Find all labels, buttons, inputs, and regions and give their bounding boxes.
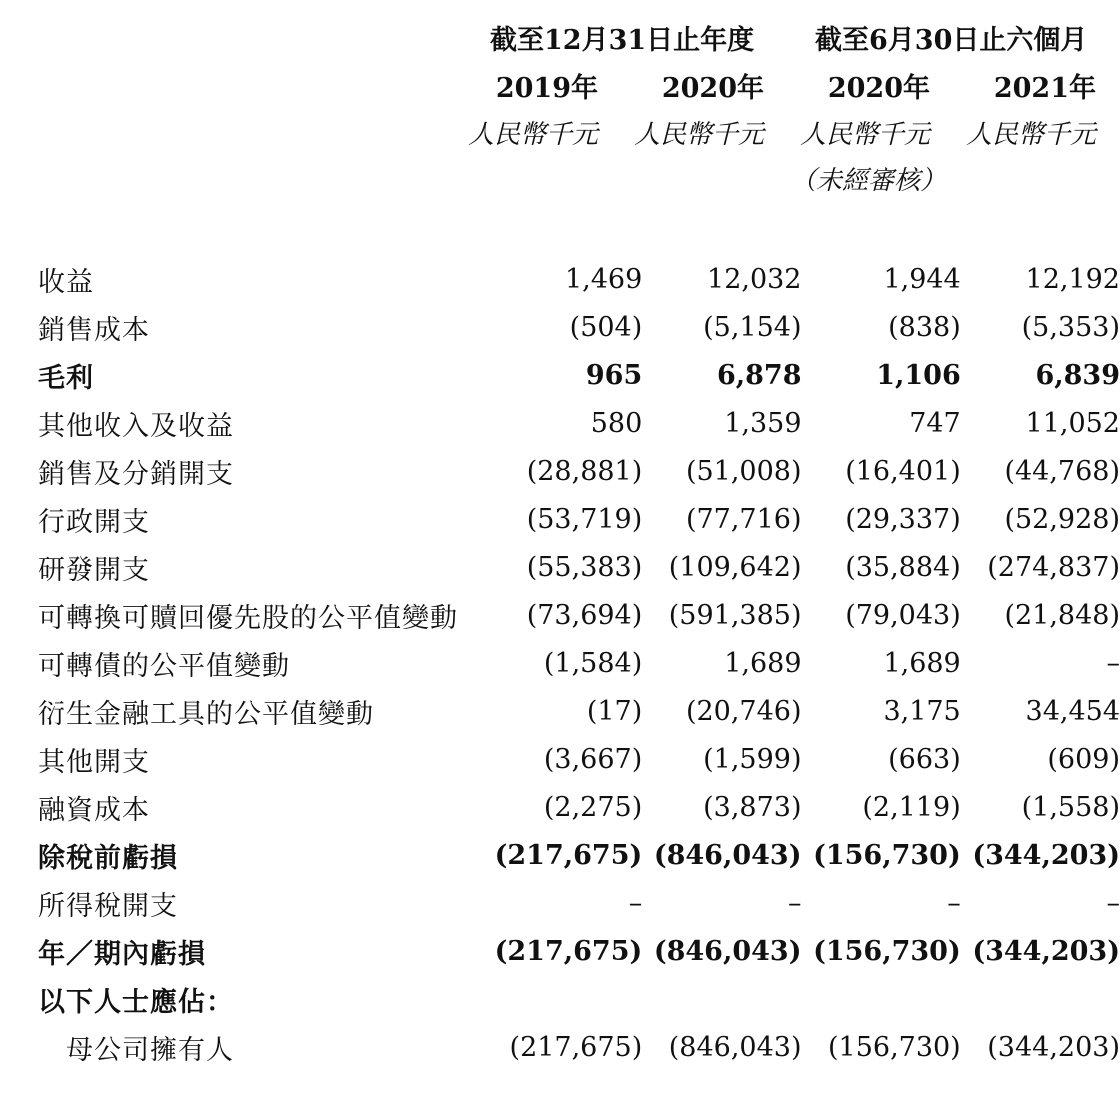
row-label: 所得稅開支: [38, 890, 178, 922]
cell-value: (504): [569, 311, 643, 343]
cell-value: (1,584): [543, 647, 643, 679]
header-year-2020-interim: 2020年: [827, 73, 930, 104]
cell-value: (77,716): [685, 503, 802, 535]
table-row: [38, 639, 1120, 687]
header-unit-col4: 人民幣千元: [965, 120, 1096, 150]
cell-value: (846,043): [653, 839, 802, 871]
cell-value: (79,043): [845, 599, 961, 631]
cell-value: 1,469: [564, 263, 643, 295]
cell-value: –: [947, 887, 961, 919]
row-label: 可轉換可贖回優先股的公平值變動: [38, 602, 458, 634]
cell-value: [495, 975, 643, 1023]
cell-value: (344,203): [987, 1031, 1120, 1063]
header-unit-col2: 人民幣千元: [633, 120, 764, 150]
header-group-annual: 截至12月31日止年度: [490, 25, 755, 56]
table-row: [38, 975, 1120, 1023]
row-label: 除稅前虧損: [38, 842, 178, 874]
cell-value: (217,675): [494, 839, 643, 871]
table-row: [38, 735, 1120, 783]
header-group-interim: 截至6月30日止六個月: [815, 25, 1088, 56]
cell-value: 1,689: [724, 647, 802, 679]
cell-value: (109,642): [668, 551, 802, 583]
header-year-2021: 2021年: [993, 73, 1096, 104]
cell-value: (73,694): [526, 599, 643, 631]
row-label: 可轉債的公平值變動: [38, 650, 290, 682]
cell-value: [642, 975, 801, 1023]
row-label: 融資成本: [38, 794, 150, 826]
cell-value: (51,008): [685, 455, 802, 487]
row-label: 銷售成本: [38, 314, 150, 346]
cell-value: (609): [1047, 743, 1120, 775]
cell-value: (5,353): [1021, 311, 1120, 343]
cell-value: (3,667): [543, 743, 643, 775]
cell-value: (16,401): [845, 455, 961, 487]
cell-value: (28,881): [526, 455, 643, 487]
cell-value: (5,154): [703, 311, 802, 343]
cell-value: 12,192: [1025, 263, 1120, 295]
table-row: [38, 591, 1120, 639]
cell-value: (21,848): [1004, 599, 1120, 631]
cell-value: (344,203): [972, 839, 1120, 871]
cell-value: (53,719): [526, 503, 643, 535]
cell-value: (1,558): [1021, 791, 1120, 823]
cell-value: (591,385): [668, 599, 802, 631]
row-label: 毛利: [38, 362, 94, 394]
cell-value: 34,454: [1025, 695, 1120, 727]
table-row: [38, 495, 1120, 543]
header-year-2020-annual: 2020年: [661, 73, 764, 104]
cell-value: (1,599): [703, 743, 802, 775]
cell-value: (838): [888, 311, 961, 343]
row-label: 行政開支: [38, 506, 150, 538]
row-label: 銷售及分銷開支: [38, 458, 234, 490]
cell-value: (35,884): [845, 551, 961, 583]
table-row: [38, 1023, 1120, 1071]
header-year-2019: 2019年: [495, 73, 598, 104]
row-label: 研發開支: [38, 554, 150, 586]
cell-value: –: [1106, 647, 1120, 679]
cell-value: 3,175: [883, 695, 961, 727]
cell-value: 1,359: [724, 407, 802, 439]
cell-value: 6,839: [1035, 359, 1120, 391]
row-label: 以下人士應佔：: [38, 986, 234, 1018]
cell-value: 6,878: [716, 359, 802, 391]
cell-value: –: [628, 887, 643, 919]
table-row: [38, 399, 1120, 447]
cell-value: (217,675): [494, 935, 643, 967]
cell-value: (44,768): [1004, 455, 1120, 487]
income-statement-table: [38, 255, 1120, 1071]
cell-value: –: [788, 887, 802, 919]
table-row: [38, 783, 1120, 831]
table-row: [38, 255, 1120, 303]
cell-value: [802, 975, 961, 1023]
cell-value: (156,730): [813, 839, 961, 871]
row-label: 衍生金融工具的公平值變動: [38, 698, 374, 730]
table-row: [38, 303, 1120, 351]
cell-value: (55,383): [526, 551, 643, 583]
header-unaudited-note: （未經審核）: [790, 166, 947, 196]
cell-value: (217,675): [509, 1031, 643, 1063]
cell-value: (20,746): [685, 695, 802, 727]
cell-value: 1,944: [883, 263, 961, 295]
cell-value: (2,119): [862, 791, 961, 823]
cell-value: (29,337): [845, 503, 961, 535]
cell-value: (663): [888, 743, 961, 775]
cell-value: (344,203): [972, 935, 1120, 967]
cell-value: (2,275): [543, 791, 643, 823]
cell-value: 1,106: [876, 359, 961, 391]
cell-value: 12,032: [707, 263, 802, 295]
row-label: 年／期內虧損: [38, 938, 206, 970]
row-label: 收益: [38, 266, 94, 298]
cell-value: (274,837): [987, 551, 1120, 583]
cell-value: 1,689: [883, 647, 961, 679]
cell-value: 11,052: [1025, 407, 1120, 439]
cell-value: 965: [585, 359, 643, 391]
cell-value: [961, 975, 1120, 1023]
row-label: 其他收入及收益: [38, 410, 234, 442]
row-label: 其他開支: [38, 746, 150, 778]
cell-value: (52,928): [1004, 503, 1120, 535]
table-row: [38, 687, 1120, 735]
cell-value: (17): [586, 695, 643, 727]
table-row: [38, 447, 1120, 495]
table-row: [38, 927, 1120, 975]
table-row: [38, 831, 1120, 879]
header-unit-col1: 人民幣千元: [467, 120, 598, 150]
cell-value: (156,730): [828, 1031, 961, 1063]
row-label: 母公司擁有人: [66, 1034, 234, 1066]
table-row: [38, 543, 1120, 591]
header-unit-col3: 人民幣千元: [799, 120, 930, 150]
cell-value: (3,873): [703, 791, 802, 823]
table-row: [38, 879, 1120, 927]
cell-value: (156,730): [813, 935, 961, 967]
cell-value: –: [1106, 887, 1120, 919]
cell-value: 580: [590, 407, 643, 439]
cell-value: 747: [909, 407, 961, 439]
cell-value: (846,043): [653, 935, 802, 967]
table-row: [38, 351, 1120, 399]
cell-value: (846,043): [668, 1031, 802, 1063]
